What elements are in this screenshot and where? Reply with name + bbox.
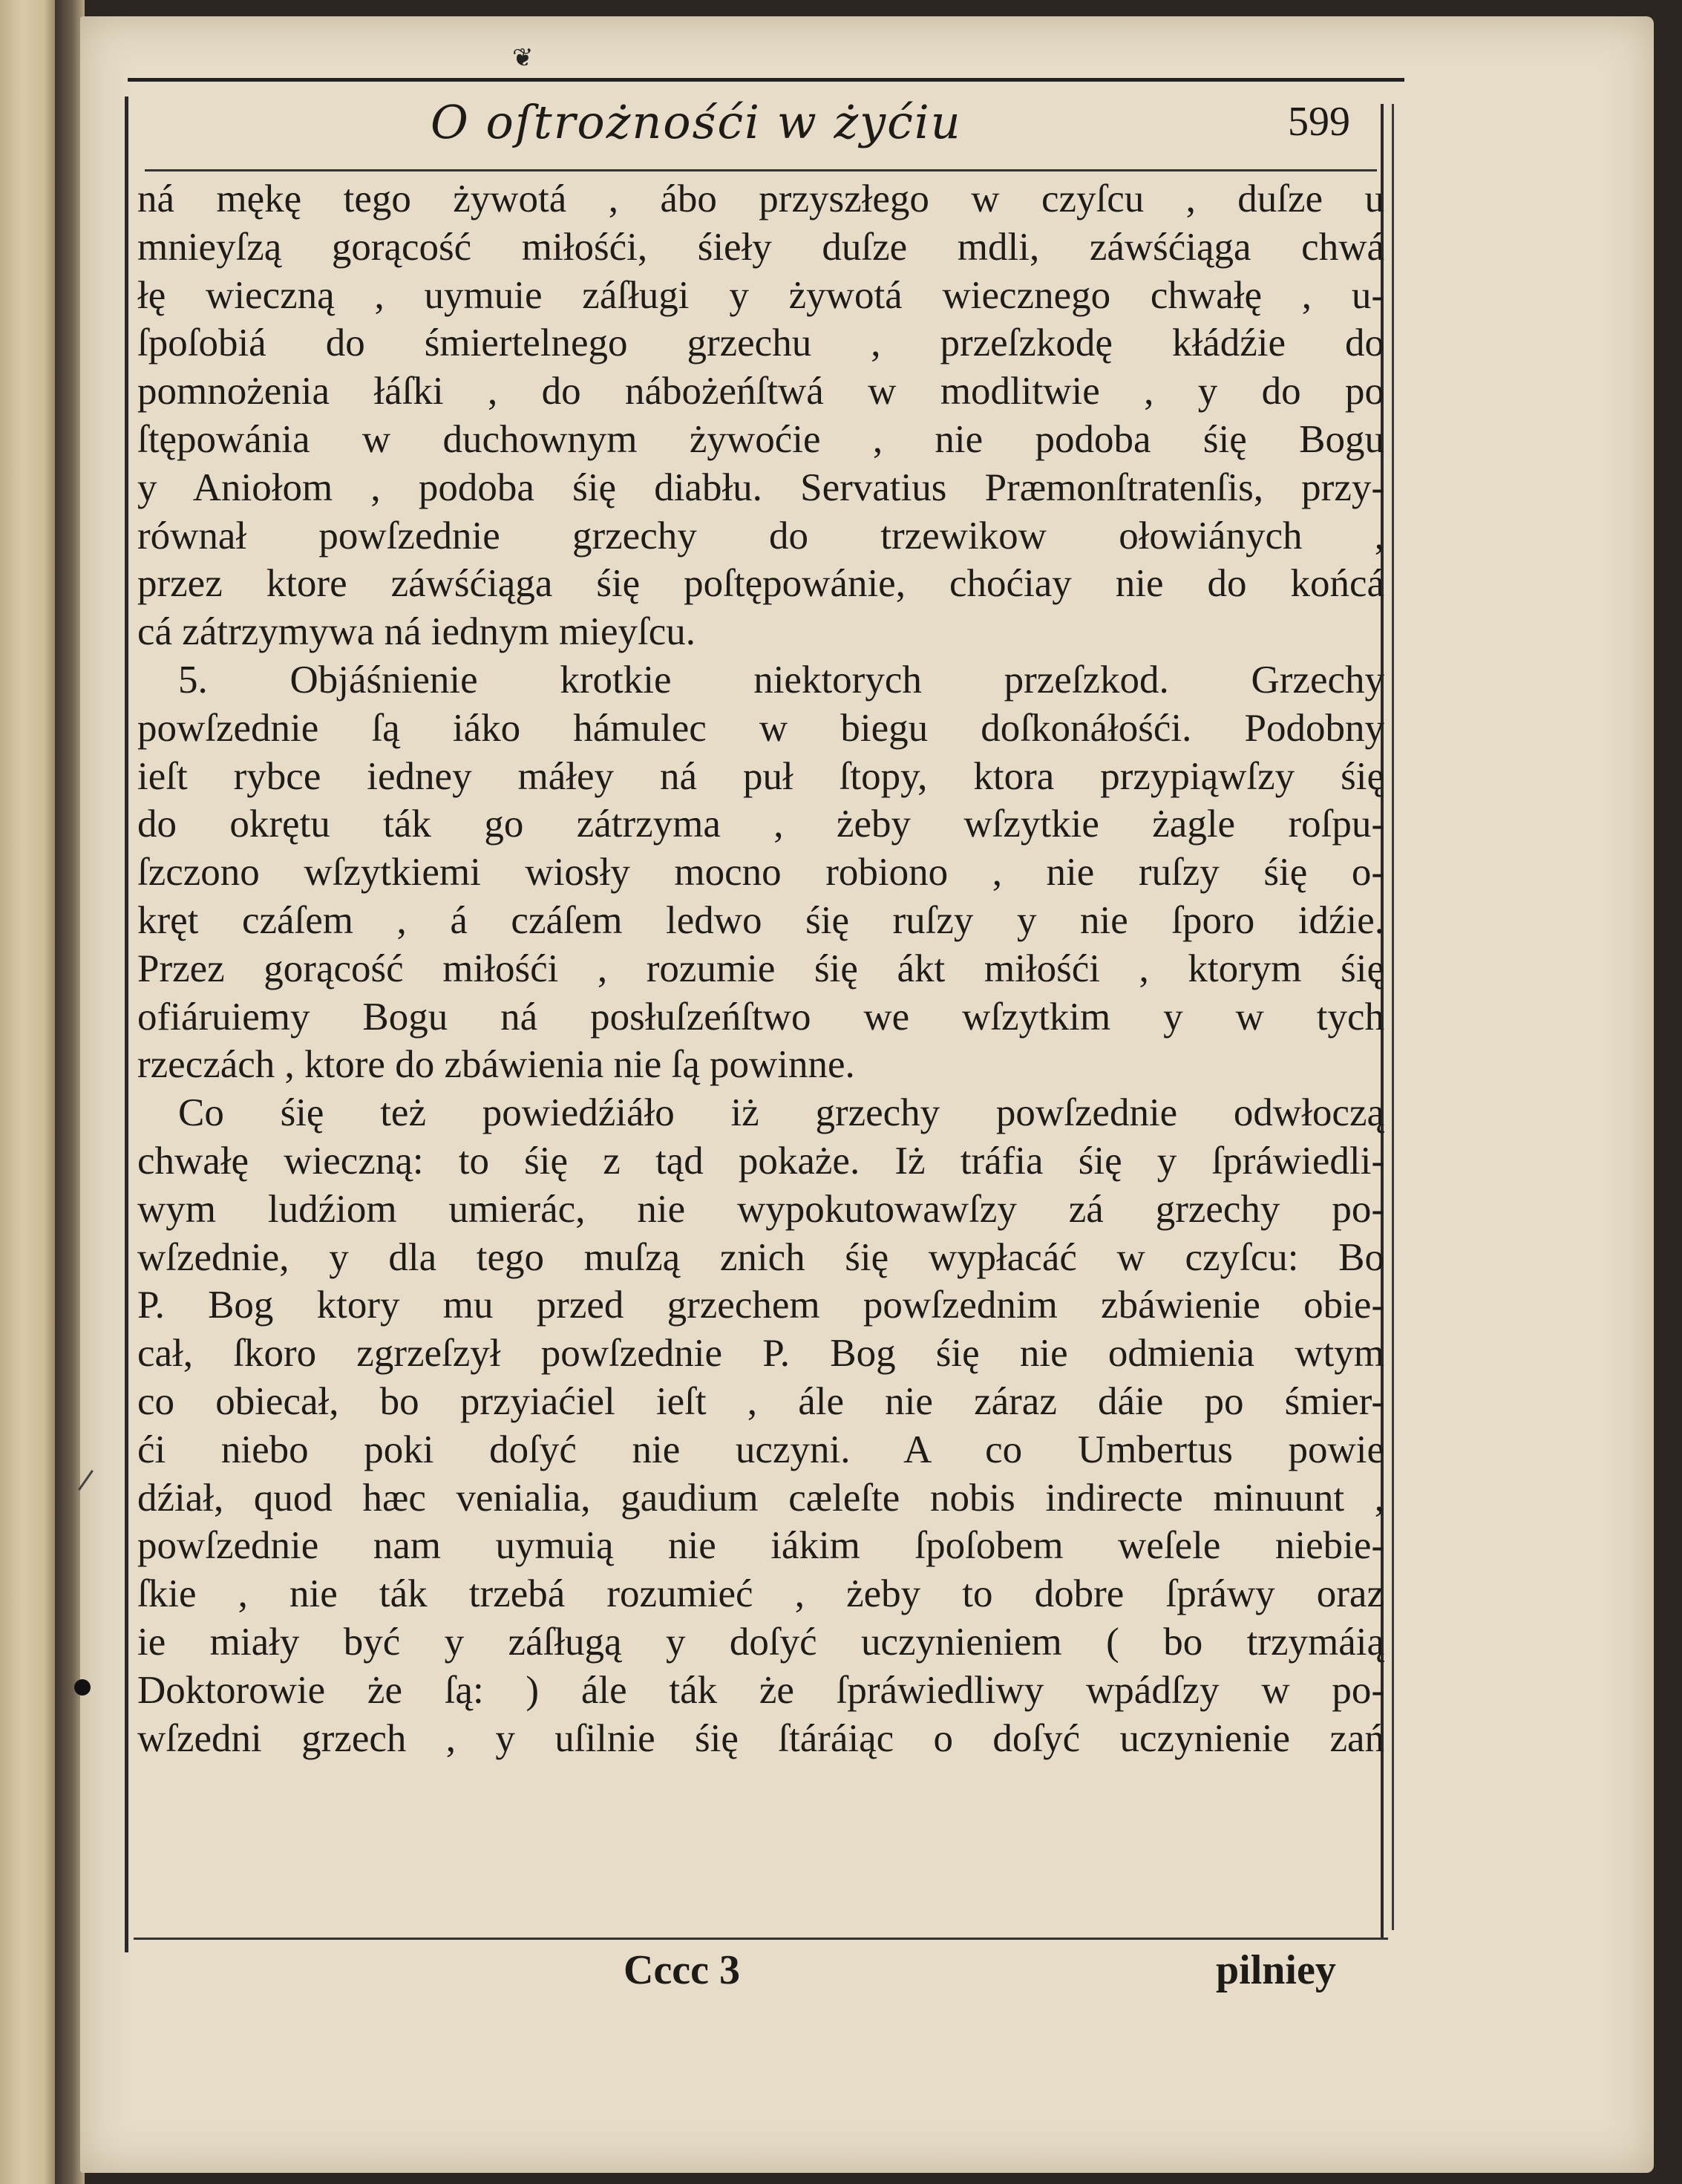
text-line: ie miały być y záſługą y doſyć uczynieniem ( bo trzymáią bbox=[137, 1620, 1384, 1664]
paragraph-start-line: 5. Objáśnienie krotkie niektorych przeſzkod. Grzechy bbox=[178, 658, 1384, 702]
text-line: ofiáruiemy Bogu ná posłuſzeńſtwo we wſzytkim y w tych bbox=[137, 995, 1384, 1039]
text-line: przez ktore záwśćiąga śię poſtępowánie, choćiay nie do końcá bbox=[137, 562, 1384, 606]
text-line: powſzednie nam uymuią nie iákim ſpoſobem weſele niebie- bbox=[137, 1524, 1384, 1568]
text-line: kręt czáſem , á czáſem ledwo śię ruſzy y nie ſporo idźie. bbox=[137, 898, 1384, 942]
frame-rule-header bbox=[145, 169, 1377, 171]
text-line: ſtępowánia w duchownym żywoćie , nie podoba śię Bogu bbox=[137, 417, 1384, 461]
text-line: powſzednie ſą iáko hámulec w biegu doſkonáłośći. Podobny bbox=[137, 706, 1384, 750]
text-line: co obiecał, bo przyiaćiel ieſt , ále nie záraz dáie po śmier- bbox=[137, 1379, 1384, 1423]
ornament-mark: ❦ bbox=[512, 43, 534, 73]
text-line: ieſt rybce iedney máłey ná puł ſtopy, ktora przypiąwſzy śię bbox=[137, 754, 1384, 798]
text-line: y Aniołom , podoba śię diabłu. Servatius Præmonſtratenſis, przy- bbox=[137, 465, 1384, 509]
text-line: chwałę wieczną: to śię z tąd pokaże. Iż tráfia śię y ſpráwiedli- bbox=[137, 1139, 1384, 1183]
text-line: ći niebo poki doſyć nie uczyni. A co Umbertus powie bbox=[137, 1428, 1384, 1471]
page-number: 599 bbox=[1288, 99, 1350, 145]
text-line: mnieyſzą gorącość miłośći, śieły duſze mdli, záwśćiąga chwá bbox=[137, 225, 1384, 269]
frame-rule-top bbox=[128, 78, 1404, 82]
text-line: Przez gorącość miłośći , rozumie śię ákt miłośći , ktorym śię bbox=[137, 946, 1384, 990]
signature-mark: Cccc 3 bbox=[624, 1947, 741, 1993]
text-line: pomnożenia łáſki , do nábożeńſtwá w modlitwie , y do po bbox=[137, 370, 1384, 413]
text-line: wſzedni grzech , y uſilnie śię ſtáráiąc o doſyć uczynienie zań bbox=[137, 1716, 1384, 1760]
text-line: dźiał, quod hæc venialia, gaudium cæleſte nobis indirecte minuunt , bbox=[137, 1476, 1384, 1520]
text-line: P. Bog ktory mu przed grzechem powſzednim zbáwienie obie- bbox=[137, 1284, 1384, 1327]
text-line: cá zátrzymywa ná iednym mieyſcu. bbox=[137, 610, 696, 654]
catchword: pilniey bbox=[1216, 1947, 1336, 1993]
text-line: do okrętu ták go zátrzyma , żeby wſzytkie żagle roſpu- bbox=[137, 802, 1384, 846]
text-line: wſzednie, y dla tego muſzą znich śię wypłacáć w czyſcu: Bo bbox=[137, 1235, 1384, 1279]
text-line: ſpoſobiá do śmiertelnego grzechu , przeſzkodę kłádźie do bbox=[137, 321, 1384, 365]
text-line: rzeczách , ktore do zbáwienia nie ſą powinne. bbox=[137, 1043, 855, 1087]
text-line: Doktorowie że ſą: ) ále ták że ſpráwiedliwy wpádſzy w po- bbox=[137, 1668, 1384, 1712]
frame-rule-right-outer bbox=[1392, 104, 1394, 1930]
text-line: równał powſzednie grzechy do trzewikow ołowiánych , bbox=[137, 514, 1384, 558]
facing-page-edge bbox=[0, 0, 55, 2184]
running-head: O oſtrożnośći w żyćiu bbox=[431, 95, 962, 149]
frame-rule-left bbox=[125, 97, 128, 1952]
text-line: wym ludźiom umierác, nie wypokutowawſzy zá grzechy po- bbox=[137, 1187, 1384, 1231]
text-line: łę wieczną , uymuie záſługi y żywotá wiecznego chwałę , u- bbox=[137, 273, 1384, 317]
text-line: cał, ſkoro zgrzeſzył powſzednie P. Bog śię nie odmienia wtym bbox=[137, 1332, 1384, 1376]
paragraph-start-line: Co śię też powiedźiáło iż grzechy powſzednie odwłoczą bbox=[178, 1091, 1384, 1135]
text-line: ſzczono wſzytkiemi wiosły mocno robiono , nie ruſzy śię o- bbox=[137, 851, 1384, 895]
body-text bbox=[137, 175, 1384, 1762]
margin-dot bbox=[74, 1679, 91, 1696]
text-line: ná mękę tego żywotá , ábo przyszłego w czyſcu , duſze u bbox=[137, 177, 1384, 220]
frame-rule-bottom bbox=[134, 1938, 1388, 1940]
text-line: ſkie , nie ták trzebá rozumieć , żeby to dobre ſpráwy oraz bbox=[137, 1572, 1384, 1616]
